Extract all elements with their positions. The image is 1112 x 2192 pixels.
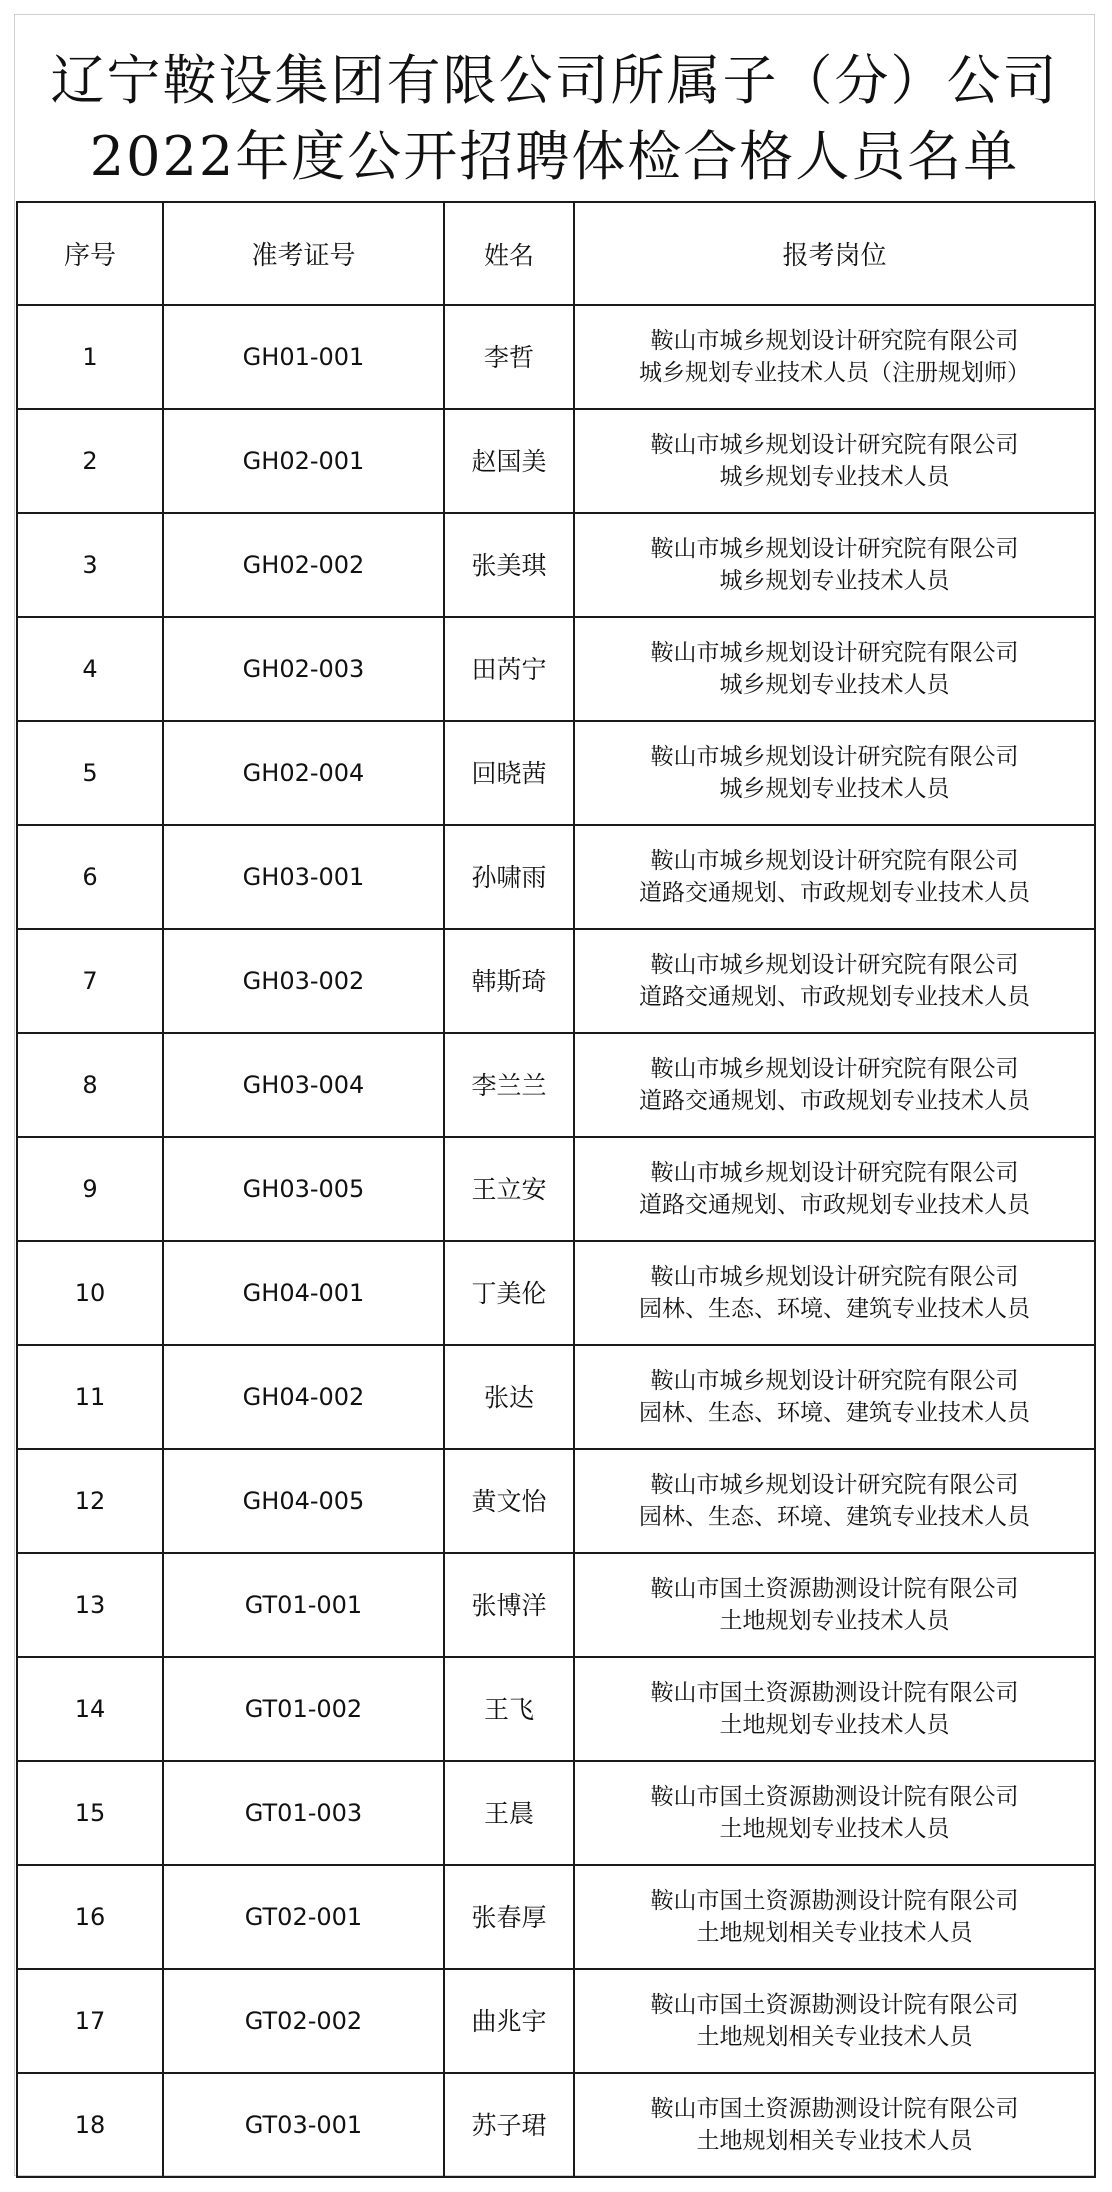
table-row [17, 1033, 1095, 1137]
cell-position [574, 1345, 1095, 1449]
cell-serial-no: 17 [17, 1969, 163, 2073]
position-company: 鞍山市城乡规划设计研究院有限公司 [650, 328, 1019, 354]
cell-exam-id: GH04-005 [163, 1449, 444, 1553]
header-name: 姓名 [444, 202, 574, 305]
position-title: 城乡规划专业技术人员 [719, 776, 950, 802]
cell-position [574, 1137, 1095, 1241]
cell-position [574, 1241, 1095, 1345]
cell-exam-id: GH03-004 [163, 1033, 444, 1137]
candidate-table [16, 201, 1096, 2178]
cell-name: 黄文怡 [444, 1449, 574, 1553]
cell-name: 田芮宁 [444, 617, 574, 721]
cell-exam-id: GH03-002 [163, 929, 444, 1033]
position-company: 鞍山市国土资源勘测设计院有限公司 [650, 1992, 1019, 2018]
cell-exam-id: GT03-001 [163, 2073, 444, 2177]
cell-exam-id: GH04-002 [163, 1345, 444, 1449]
position-title: 道路交通规划、市政规划专业技术人员 [639, 880, 1030, 906]
position-company: 鞍山市城乡规划设计研究院有限公司 [650, 952, 1019, 978]
table-body [17, 305, 1095, 2177]
cell-serial-no: 12 [17, 1449, 163, 1553]
position-company: 鞍山市国土资源勘测设计院有限公司 [650, 2096, 1019, 2122]
position-title: 土地规划专业技术人员 [719, 1608, 950, 1634]
cell-position [574, 2073, 1095, 2177]
cell-serial-no: 1 [17, 305, 163, 409]
position-company: 鞍山市城乡规划设计研究院有限公司 [650, 432, 1019, 458]
cell-position [574, 305, 1095, 409]
position-title: 园林、生态、环境、建筑专业技术人员 [639, 1400, 1030, 1426]
cell-exam-id: GT01-003 [163, 1761, 444, 1865]
header-position: 报考岗位 [574, 202, 1095, 305]
position-title: 土地规划相关专业技术人员 [696, 2024, 973, 2050]
position-title: 道路交通规划、市政规划专业技术人员 [639, 984, 1030, 1010]
table-row [17, 1449, 1095, 1553]
position-company: 鞍山市城乡规划设计研究院有限公司 [650, 1472, 1019, 1498]
cell-name: 张达 [444, 1345, 574, 1449]
position-title: 道路交通规划、市政规划专业技术人员 [639, 1088, 1030, 1114]
position-title: 城乡规划专业技术人员 [719, 672, 950, 698]
cell-name: 赵国美 [444, 409, 574, 513]
cell-serial-no: 6 [17, 825, 163, 929]
cell-serial-no: 11 [17, 1345, 163, 1449]
cell-name: 曲兆宇 [444, 1969, 574, 2073]
table-row [17, 1137, 1095, 1241]
cell-exam-id: GT01-001 [163, 1553, 444, 1657]
cell-exam-id: GH01-001 [163, 305, 444, 409]
cell-name: 王飞 [444, 1657, 574, 1761]
table-row [17, 1969, 1095, 2073]
cell-serial-no: 14 [17, 1657, 163, 1761]
cell-position [574, 825, 1095, 929]
cell-serial-no: 9 [17, 1137, 163, 1241]
cell-serial-no: 3 [17, 513, 163, 617]
cell-exam-id: GH02-002 [163, 513, 444, 617]
position-company: 鞍山市城乡规划设计研究院有限公司 [650, 1368, 1019, 1394]
cell-serial-no: 13 [17, 1553, 163, 1657]
document-title [15, 43, 1094, 195]
position-title: 城乡规划专业技术人员 [719, 464, 950, 490]
table-row [17, 513, 1095, 617]
table-row [17, 929, 1095, 1033]
table-row [17, 2073, 1095, 2177]
cell-name: 孙啸雨 [444, 825, 574, 929]
table-row [17, 1761, 1095, 1865]
cell-position [574, 721, 1095, 825]
cell-position [574, 513, 1095, 617]
position-title: 土地规划专业技术人员 [719, 1816, 950, 1842]
title-line-2: 2022年度公开招聘体检合格人员名单 [89, 125, 1020, 188]
position-company: 鞍山市城乡规划设计研究院有限公司 [650, 1264, 1019, 1290]
cell-position [574, 1553, 1095, 1657]
position-company: 鞍山市城乡规划设计研究院有限公司 [650, 536, 1019, 562]
cell-exam-id: GT02-001 [163, 1865, 444, 1969]
position-company: 鞍山市城乡规划设计研究院有限公司 [650, 848, 1019, 874]
cell-name: 丁美伦 [444, 1241, 574, 1345]
table-row [17, 305, 1095, 409]
position-company: 鞍山市国土资源勘测设计院有限公司 [650, 1680, 1019, 1706]
cell-name: 李哲 [444, 305, 574, 409]
cell-position [574, 1761, 1095, 1865]
table-row [17, 1553, 1095, 1657]
table-row [17, 1345, 1095, 1449]
title-line-1: 辽宁鞍设集团有限公司所属子（分）公司 [50, 49, 1059, 112]
cell-name: 张博洋 [444, 1553, 574, 1657]
cell-serial-no: 7 [17, 929, 163, 1033]
cell-exam-id: GT02-002 [163, 1969, 444, 2073]
cell-position [574, 1969, 1095, 2073]
table-row [17, 721, 1095, 825]
table-row [17, 409, 1095, 513]
table-row [17, 1241, 1095, 1345]
cell-exam-id: GH03-005 [163, 1137, 444, 1241]
cell-exam-id: GH04-001 [163, 1241, 444, 1345]
table-row [17, 617, 1095, 721]
cell-serial-no: 8 [17, 1033, 163, 1137]
header-exam-id: 准考证号 [163, 202, 444, 305]
cell-position [574, 1449, 1095, 1553]
position-company: 鞍山市城乡规划设计研究院有限公司 [650, 1160, 1019, 1186]
position-company: 鞍山市国土资源勘测设计院有限公司 [650, 1784, 1019, 1810]
position-company: 鞍山市国土资源勘测设计院有限公司 [650, 1888, 1019, 1914]
cell-position [574, 409, 1095, 513]
cell-exam-id: GH02-001 [163, 409, 444, 513]
cell-name: 张美琪 [444, 513, 574, 617]
table-row [17, 825, 1095, 929]
position-title: 道路交通规划、市政规划专业技术人员 [639, 1192, 1030, 1218]
position-title: 园林、生态、环境、建筑专业技术人员 [639, 1296, 1030, 1322]
cell-serial-no: 5 [17, 721, 163, 825]
cell-exam-id: GH02-004 [163, 721, 444, 825]
cell-serial-no: 15 [17, 1761, 163, 1865]
cell-position [574, 1865, 1095, 1969]
position-company: 鞍山市城乡规划设计研究院有限公司 [650, 744, 1019, 770]
cell-name: 张春厚 [444, 1865, 574, 1969]
cell-position [574, 1033, 1095, 1137]
cell-name: 王晨 [444, 1761, 574, 1865]
cell-position [574, 1657, 1095, 1761]
table-row [17, 1865, 1095, 1969]
cell-name: 李兰兰 [444, 1033, 574, 1137]
table-row [17, 1657, 1095, 1761]
position-title: 土地规划相关专业技术人员 [696, 2128, 973, 2154]
table-header-row [17, 202, 1095, 305]
cell-exam-id: GT01-002 [163, 1657, 444, 1761]
position-title: 土地规划专业技术人员 [719, 1712, 950, 1738]
position-title: 城乡规划专业技术人员（注册规划师） [639, 360, 1030, 386]
cell-name: 王立安 [444, 1137, 574, 1241]
position-company: 鞍山市国土资源勘测设计院有限公司 [650, 1576, 1019, 1602]
cell-name: 回晓茜 [444, 721, 574, 825]
cell-name: 苏子珺 [444, 2073, 574, 2177]
document-sheet [14, 14, 1095, 2176]
header-serial-no: 序号 [17, 202, 163, 305]
cell-serial-no: 18 [17, 2073, 163, 2177]
position-company: 鞍山市城乡规划设计研究院有限公司 [650, 640, 1019, 666]
cell-name: 韩斯琦 [444, 929, 574, 1033]
position-title: 园林、生态、环境、建筑专业技术人员 [639, 1504, 1030, 1530]
cell-exam-id: GH02-003 [163, 617, 444, 721]
cell-serial-no: 2 [17, 409, 163, 513]
cell-exam-id: GH03-001 [163, 825, 444, 929]
cell-position [574, 617, 1095, 721]
position-company: 鞍山市城乡规划设计研究院有限公司 [650, 1056, 1019, 1082]
cell-serial-no: 4 [17, 617, 163, 721]
cell-position [574, 929, 1095, 1033]
position-title: 土地规划相关专业技术人员 [696, 1920, 973, 1946]
position-title: 城乡规划专业技术人员 [719, 568, 950, 594]
cell-serial-no: 16 [17, 1865, 163, 1969]
cell-serial-no: 10 [17, 1241, 163, 1345]
